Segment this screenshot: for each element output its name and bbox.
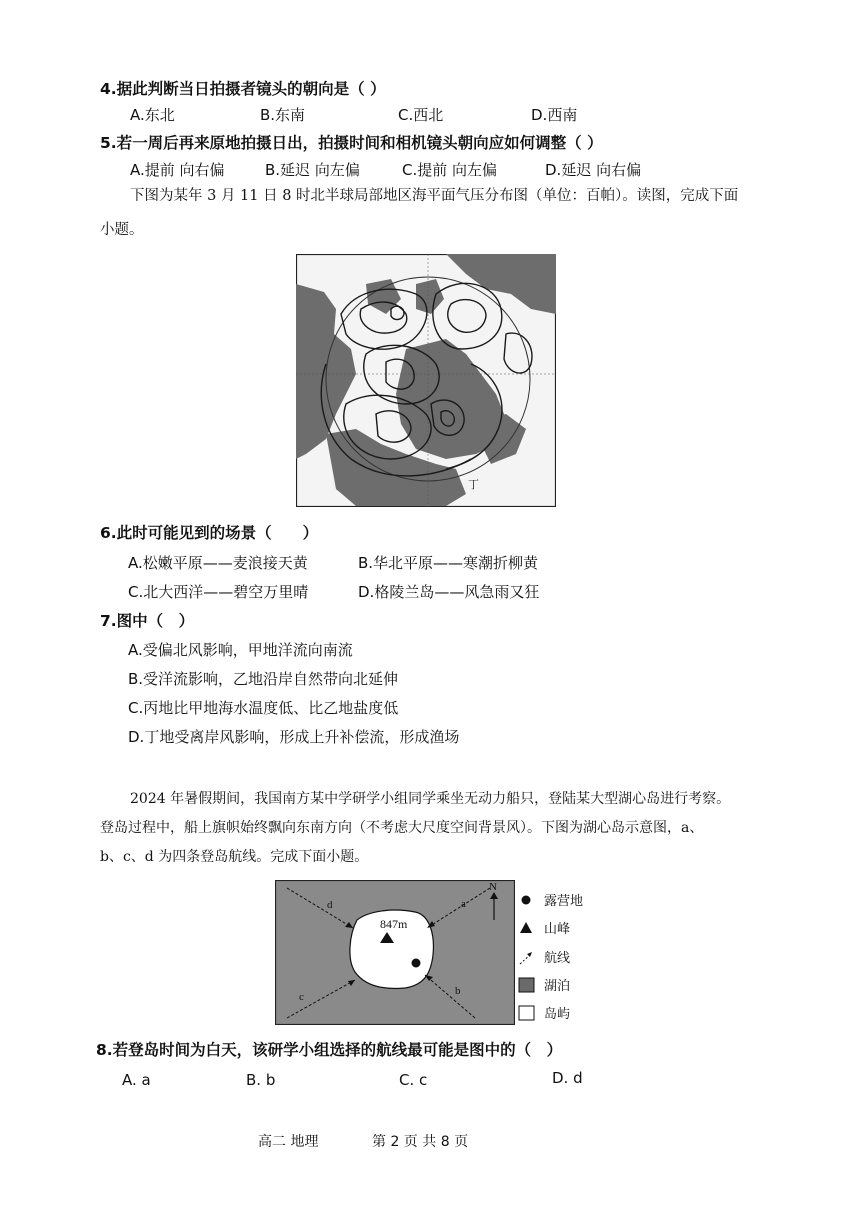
q6-option-b: B.华北平原——寒潮折柳黄 bbox=[358, 554, 539, 572]
map-legend bbox=[518, 890, 628, 1025]
q7-option-d: D.丁地受离岸风影响，形成上升补偿流，形成渔场 bbox=[128, 728, 460, 746]
route-label-b: b bbox=[455, 985, 461, 997]
q7-option-c: C.丙地比甲地海水温度低、比乙地盐度低 bbox=[128, 699, 399, 717]
q4-option-c: C.西北 bbox=[398, 106, 444, 124]
route-label-c: c bbox=[299, 991, 304, 1003]
route-label-a: a bbox=[461, 898, 466, 910]
island-icon bbox=[519, 1006, 534, 1020]
peak-icon bbox=[520, 922, 532, 933]
q5-option-a: A.提前 向右偏 bbox=[130, 161, 225, 179]
q5-option-b: B.延迟 向左偏 bbox=[265, 161, 360, 179]
question-7-stem: 7.图中（ ） bbox=[100, 612, 195, 630]
intro-1-line-1: 下图为某年 3 月 11 日 8 时北半球局部地区海平面气压分布图（单位：百帕）。读图，完成下面 bbox=[130, 188, 739, 204]
legend-island-label: 岛屿 bbox=[544, 1007, 571, 1022]
q6-option-d: D.格陵兰岛——风急雨又狂 bbox=[358, 583, 540, 601]
label-ding: 丁 bbox=[468, 479, 479, 491]
intro-2-line-3: b、c、d 为四条登岛航线。完成下面小题。 bbox=[100, 849, 369, 865]
q5-option-d: D.延迟 向右偏 bbox=[545, 161, 642, 179]
footer-page-number: 第 2 页 共 8 页 bbox=[372, 1134, 469, 1150]
legend-lake-label: 湖泊 bbox=[544, 979, 571, 994]
question-6-stem: 6.此时可能见到的场景（ ） bbox=[100, 524, 319, 542]
q8-option-a: A. a bbox=[122, 1071, 151, 1089]
q8-option-b: B. b bbox=[246, 1071, 276, 1089]
intro-2-line-2: 登岛过程中，船上旗帜始终飘向东南方向（不考虑大尺度空间背景风）。下图为湖心岛示意图，a、 bbox=[100, 820, 704, 836]
question-4-stem: 4.据此判断当日拍摄者镜头的朝向是（ ） bbox=[100, 80, 386, 98]
q6-option-a: A.松嫩平原——麦浪接天黄 bbox=[128, 554, 308, 572]
peak-elevation-label: 847m bbox=[380, 917, 408, 931]
q7-option-b: B.受洋流影响，乙地沿岸自然带向北延伸 bbox=[128, 670, 399, 688]
q8-option-c: C. c bbox=[399, 1071, 428, 1089]
pressure-map bbox=[296, 254, 556, 507]
legend-campsite-label: 露营地 bbox=[544, 894, 584, 909]
question-5-stem: 5.若一周后再来原地拍摄日出，拍摄时间和相机镜头朝向应如何调整（ ） bbox=[100, 134, 603, 152]
q8-option-d: D. d bbox=[552, 1069, 583, 1087]
question-8-stem: 8.若登岛时间为白天，该研学小组选择的航线最可能是图中的（ ） bbox=[96, 1041, 563, 1059]
lake-island-svg bbox=[275, 880, 515, 1025]
q4-option-d: D.西南 bbox=[531, 106, 578, 124]
legend-route-label: 航线 bbox=[544, 951, 571, 966]
footer-subject: 高二 地理 bbox=[258, 1134, 319, 1150]
q4-option-a: A.东北 bbox=[130, 106, 175, 124]
q5-option-c: C.提前 向左偏 bbox=[402, 161, 498, 179]
q4-option-b: B.东南 bbox=[260, 106, 306, 124]
lake-island-map bbox=[275, 880, 515, 1025]
pressure-map-svg bbox=[296, 254, 556, 507]
intro-1-line-2: 小题。 bbox=[100, 222, 144, 238]
campsite-marker-icon bbox=[412, 959, 421, 968]
q6-option-c: C.北大西洋——碧空万里晴 bbox=[128, 583, 309, 601]
legend-peak-label: 山峰 bbox=[544, 922, 571, 937]
north-label: N bbox=[489, 881, 497, 893]
lake-icon bbox=[519, 978, 534, 992]
route-label-d: d bbox=[327, 899, 333, 911]
intro-2-line-1: 2024 年暑假期间，我国南方某中学研学小组同学乘坐无动力船只，登陆某大型湖心岛进行考察。 bbox=[130, 791, 731, 807]
q7-option-a: A.受偏北风影响，甲地洋流向南流 bbox=[128, 641, 353, 659]
campsite-icon bbox=[522, 896, 531, 905]
